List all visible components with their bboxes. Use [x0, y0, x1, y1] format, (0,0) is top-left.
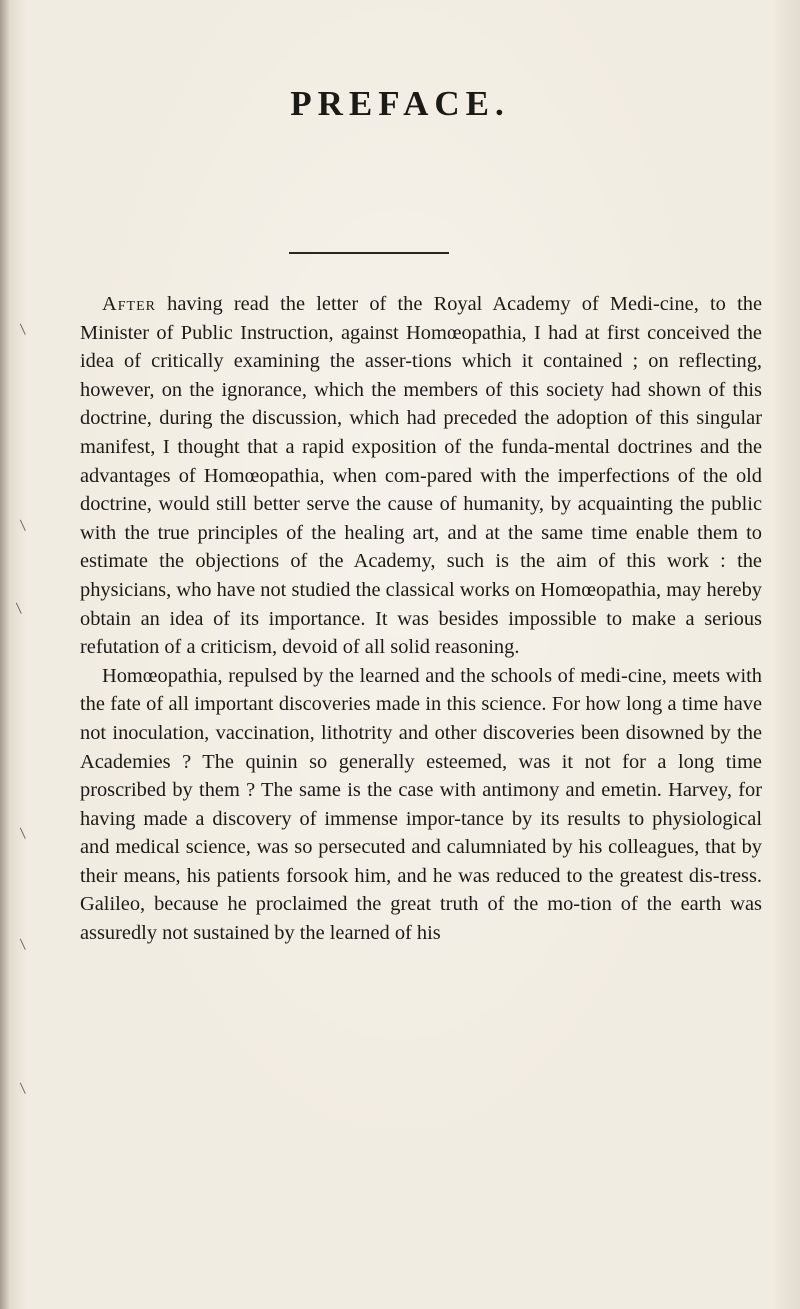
paragraph-2: Homœopathia, repulsed by the learned and the schools of medi-cine, meets with the fate of all important discoveries made in this science. For how long a time have not inoculation, vaccination, lithotrity and other discoveries been disowned by the Academies ? The quinin so generally esteemed, was it not for a long time proscribed by them ? The same is the case with antimony and emetin. Harvey, for having made a discovery of immense impor-tance by its results to physiological and medical science, was so persecuted and calumniated by his colleagues, that by their means, his patients forsook him, and he was reduced to the greatest dis-tress. Galileo, because he proclaimed the great truth of the mo-tion of the earth was assuredly not sustained by the learned of his: [80, 664, 762, 945]
binding-shadow: [0, 0, 10, 1309]
paragraph-1-text: having read the letter of the Royal Academy of Medi-cine, to the Minister of Public Instruction, against Homœopathia, I had at first conceived the idea of critically examining the asser-tions which it contained ; on reflecting, however, on the ignorance, which the members of this society had shown of this doctrine, during the discussion, which had preceded the adoption of this singular manifest, I thought that a rapid exposition of the funda-mental doctrines and the advantages of Homœopathia, when com-pared with the imperfections of the old doctrine, would still better serve the cause of humanity, by acquainting the public with the true principles of the healing art, and at the same time enable them to estimate the objections of the Academy, such is the aim of this work : the physicians, who have not studied the classical works on Homœopathia, may hereby obtain an idea of its importance. It was besides impossible to make a serious refutation of a criticism, devoid of all solid reasoning.: [80, 293, 762, 659]
paragraph-1: [80, 290, 762, 662]
margin-mark: [20, 936, 31, 950]
preface-body: [80, 290, 762, 948]
margin-mark: [20, 321, 31, 335]
margin-mark: [16, 600, 27, 614]
margin-mark: [20, 825, 31, 839]
lead-word: After: [102, 293, 156, 315]
title-divider: [289, 252, 449, 254]
margin-mark: [20, 1080, 31, 1094]
margin-mark: [20, 517, 31, 531]
page-title: PREFACE.: [290, 84, 510, 123]
